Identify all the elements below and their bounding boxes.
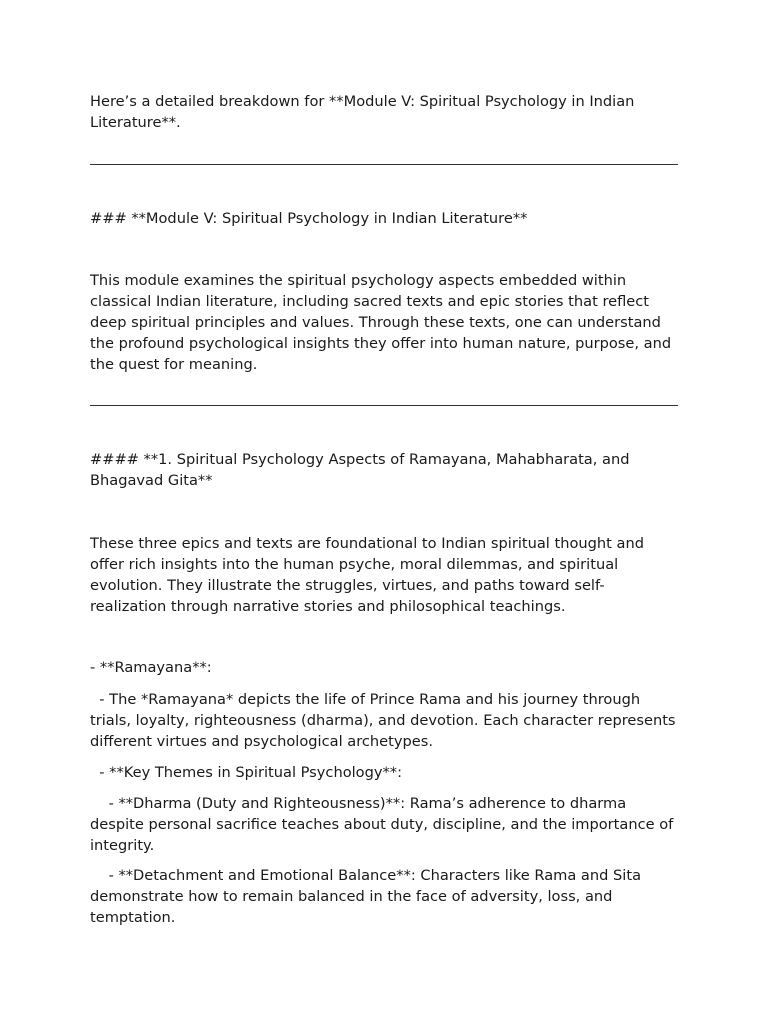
intro-paragraph: Here’s a detailed breakdown for **Module V: Spiritual Psychology in Indian Literature**. xyxy=(90,93,640,131)
module-description: This module examines the spiritual psychology aspects embedded within classical Indian literature, including sacred texts and epic stories that reflect deep spiritual principles and values. Through these texts, one can understand the profound psychological insights they offer into human nature, purpose, and the quest for meaning. xyxy=(90,272,676,373)
module-heading: ### **Module V: Spiritual Psychology in Indian Literature** xyxy=(90,210,528,227)
list-item-dharma: - **Dharma (Duty and Righteousness)**: Rama’s adherence to dharma despite personal sacrifice teaches about duty, discipline, and the importance of integrity. xyxy=(90,795,678,854)
list-item-ramayana: - **Ramayana**: xyxy=(90,659,212,676)
horizontal-rule xyxy=(90,405,678,406)
list-item-detachment: - **Detachment and Emotional Balance**: Characters like Rama and Sita demonstrate how to remain balanced in the face of adversity, loss, and temptation. xyxy=(90,867,646,926)
list-item-key-themes: - **Key Themes in Spiritual Psychology**: xyxy=(90,764,403,781)
list-item-ramayana-description: - The *Ramayana* depicts the life of Prince Rama and his journey through trials, loyalty, righteousness (dharma), and devotion. Each character represents different virtues and psychological archetypes. xyxy=(90,691,681,750)
section-description: These three epics and texts are foundational to Indian spiritual thought and offer rich insights into the human psyche, moral dilemmas, and spiritual evolution. They illustrate the struggles, virtues, and paths toward self-realization through narrative stories and philosophical teachings. xyxy=(90,535,649,615)
section-heading: #### **1. Spiritual Psychology Aspects of Ramayana, Mahabharata, and Bhagavad Gita** xyxy=(90,451,635,489)
horizontal-rule xyxy=(90,164,678,165)
